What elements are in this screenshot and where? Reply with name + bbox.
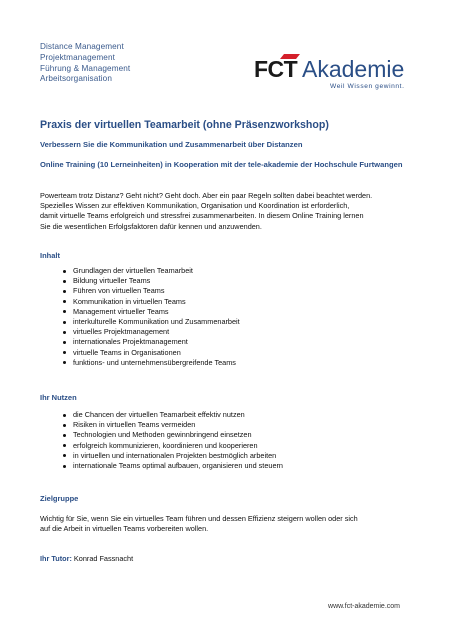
section-heading-nutzen: Ihr Nutzen bbox=[40, 393, 77, 402]
category-item: Distance Management bbox=[40, 42, 124, 51]
list-item-text: Grundlagen der virtuellen Teamarbeit bbox=[73, 266, 193, 275]
training-info: Online Training (10 Lerneinheiten) in Kooperation mit der tele-akademie der Hochschule Furtwangen bbox=[40, 160, 403, 169]
category-item: Führung & Management bbox=[40, 63, 131, 73]
fct-akademie-logo bbox=[254, 50, 414, 90]
list-item-text: virtuelle Teams in Organisationen bbox=[73, 347, 181, 357]
list-item-text: Technologien und Methoden gewinnbringend einsetzen bbox=[73, 430, 252, 440]
tutor-line bbox=[40, 554, 133, 563]
list-item-text: virtuelles Projektmanagement bbox=[73, 327, 170, 337]
logo-graphic bbox=[254, 50, 414, 90]
bullet-icon bbox=[63, 414, 66, 417]
list-item-text: in virtuellen und internationalen Projekten bestmöglich arbeiten bbox=[73, 450, 277, 460]
list-item-text: internationales Projektmanagement bbox=[73, 337, 188, 347]
list-item-text: die Chancen der virtuellen Teamarbeit effektiv nutzen bbox=[73, 410, 245, 419]
list-item bbox=[40, 266, 240, 276]
list-item-text: Bildung virtueller Teams bbox=[73, 276, 151, 286]
document-subtitle: Verbessern Sie die Kommunikation und Zusammenarbeit über Distanzen bbox=[40, 140, 303, 149]
bullet-icon bbox=[63, 280, 66, 283]
list-item-text: Führen von virtuellen Teams bbox=[73, 286, 165, 296]
bullet-icon bbox=[63, 361, 66, 364]
list-item-text: Kommunikation in virtuellen Teams bbox=[73, 296, 186, 306]
intro-line: Spezielles Wissen zur effektiven Kommunikation, Organisation und Koordination ist erforderlich, bbox=[40, 201, 350, 211]
list-item bbox=[40, 297, 240, 307]
svg-text:FCT: FCT bbox=[254, 56, 298, 82]
svg-text:Akademie: Akademie bbox=[302, 56, 405, 82]
list-item bbox=[40, 286, 240, 296]
bullet-icon bbox=[63, 290, 66, 293]
bullet-icon bbox=[63, 434, 66, 437]
category-list bbox=[40, 42, 130, 85]
list-item bbox=[40, 441, 283, 451]
list-item bbox=[40, 337, 240, 347]
category-item: Projektmanagement bbox=[40, 52, 115, 62]
list-item bbox=[40, 327, 240, 337]
list-item bbox=[40, 430, 283, 440]
section-heading-zielgruppe: Zielgruppe bbox=[40, 494, 79, 503]
bullet-icon bbox=[63, 310, 66, 313]
list-item bbox=[40, 451, 283, 461]
bullet-icon bbox=[63, 321, 66, 324]
category-item: Arbeitsorganisation bbox=[40, 74, 112, 84]
list-item bbox=[40, 276, 240, 286]
target-line: auf die Arbeit in virtuellen Teams vorbereiten wollen. bbox=[40, 524, 209, 534]
tutor-name: Konrad Fassnacht bbox=[73, 554, 134, 563]
document-title: Praxis der virtuellen Teamarbeit (ohne Präsenzworkshop) bbox=[40, 119, 329, 131]
section-heading-inhalt: Inhalt bbox=[40, 251, 60, 260]
bullet-icon bbox=[63, 351, 66, 354]
list-item-text: internationale Teams optimal aufbauen, organisieren und steuern bbox=[73, 461, 283, 471]
intro-line: Sie die wesentlichen Erfolgsfaktoren dafür kennen und anzuwenden. bbox=[40, 221, 262, 231]
list-item-text: funktions- und unternehmensübergreifende Teams bbox=[73, 357, 236, 367]
intro-line: damit virtuelle Teams erfolgreich und stressfrei zusammenarbeiten. In diesem Online Training lernen bbox=[40, 211, 364, 221]
list-item-text: Management virtueller Teams bbox=[73, 306, 169, 316]
bullet-icon bbox=[63, 454, 66, 457]
list-item bbox=[40, 348, 240, 358]
svg-text:Weil Wissen gewinnt.: Weil Wissen gewinnt. bbox=[330, 83, 405, 90]
footer-url: www.fct-akademie.com bbox=[328, 603, 400, 610]
intro-paragraph bbox=[40, 191, 420, 232]
list-item bbox=[40, 307, 240, 317]
list-item-text: erfolgreich kommunizieren, koordinieren und kooperieren bbox=[73, 440, 258, 450]
bullet-icon bbox=[63, 300, 66, 303]
list-item bbox=[40, 410, 283, 420]
list-item bbox=[40, 420, 283, 430]
bullet-icon bbox=[63, 331, 66, 334]
benefits-list bbox=[40, 410, 283, 471]
list-item bbox=[40, 461, 283, 471]
target-line: Wichtig für Sie, wenn Sie ein virtuelles Team führen und dessen Effizienz steigern wollen oder sich bbox=[40, 514, 358, 523]
content-list bbox=[40, 266, 240, 368]
bullet-icon bbox=[63, 444, 66, 447]
bullet-icon bbox=[63, 341, 66, 344]
tutor-label: Ihr Tutor: bbox=[40, 554, 72, 563]
intro-line: Powerteam trotz Distanz? Geht nicht? Geht doch. Aber ein paar Regeln sollten dabei beachtet werden. bbox=[40, 191, 373, 200]
target-group-text bbox=[40, 514, 420, 535]
list-item bbox=[40, 358, 240, 368]
bullet-icon bbox=[63, 424, 66, 427]
bullet-icon bbox=[63, 465, 66, 468]
list-item-text: interkulturelle Kommunikation und Zusammenarbeit bbox=[73, 317, 240, 327]
list-item-text: Risiken in virtuellen Teams vermeiden bbox=[73, 420, 196, 430]
bullet-icon bbox=[63, 270, 66, 273]
list-item bbox=[40, 317, 240, 327]
